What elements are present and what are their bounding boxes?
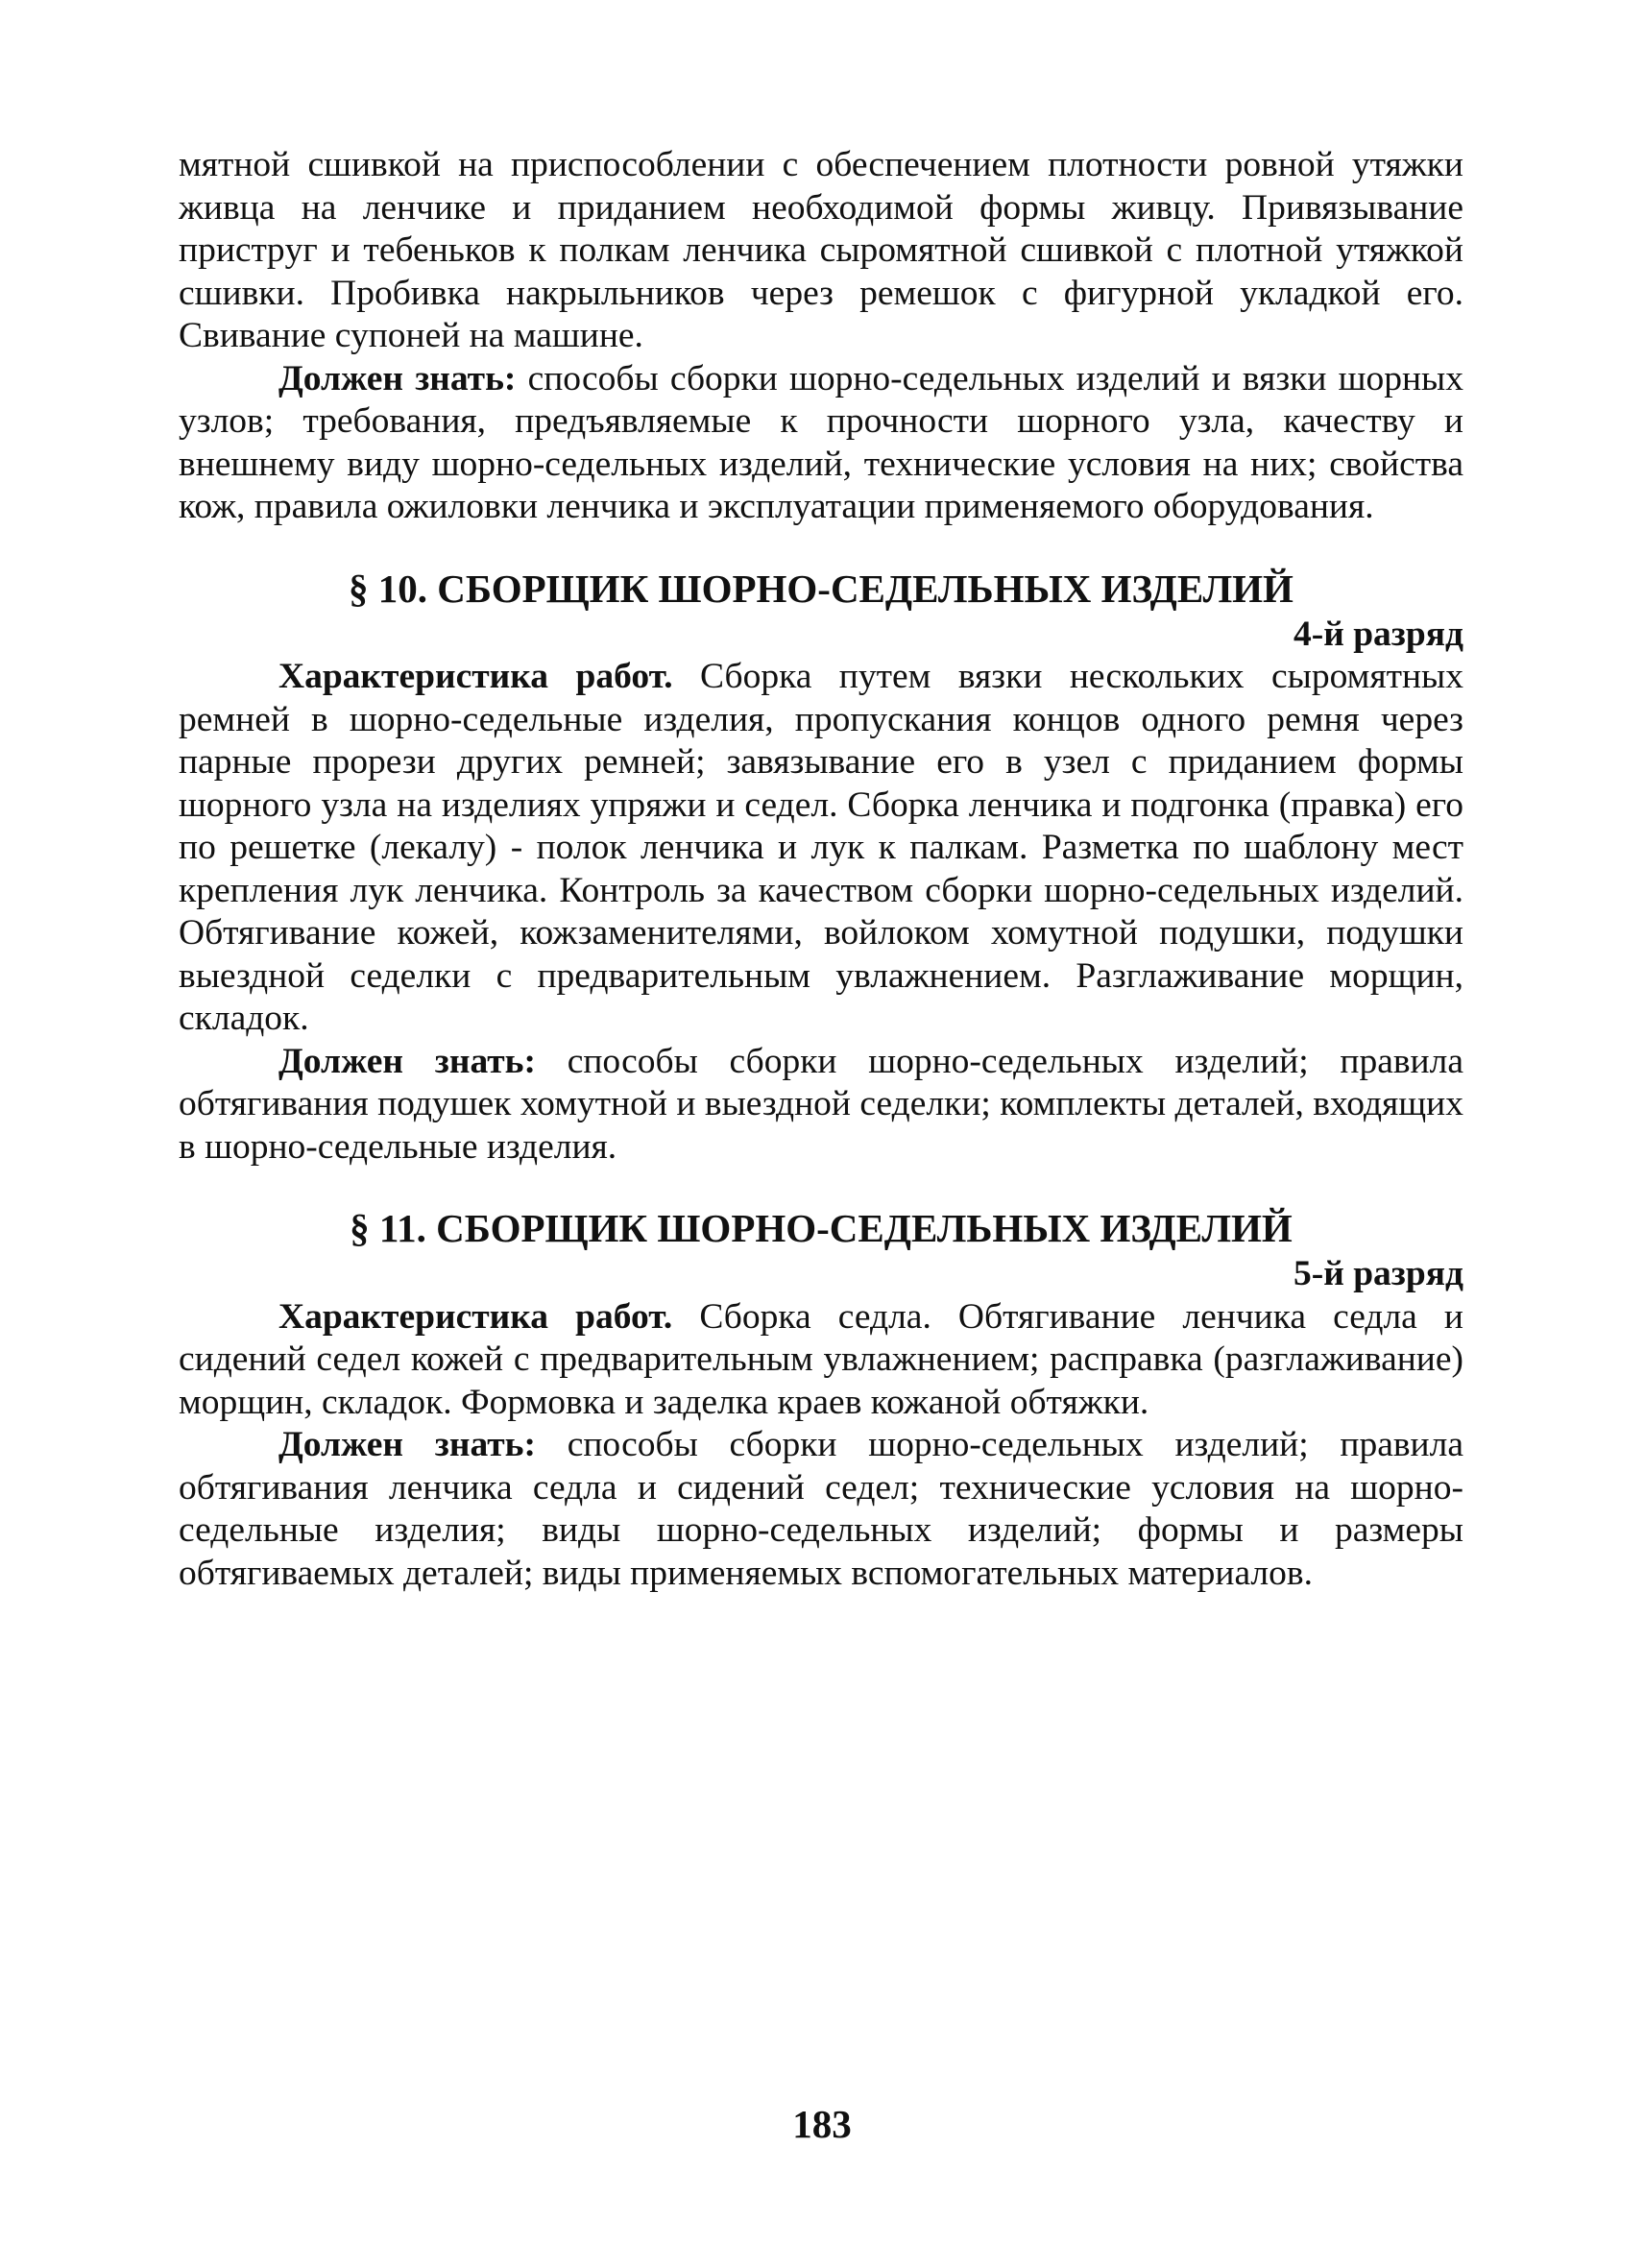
work-text: Сборка седла. Обтягивание ленчика седла и сидений седел кожей с предварительным увлажнением; расправка (разглаживание) морщин, складок. Формовка и заделка краев кожаной обтяжки. xyxy=(179,1296,1463,1422)
section-grade-11: 5-й разряд xyxy=(1293,1254,1463,1293)
continuation-knowledge-paragraph xyxy=(179,358,1463,529)
section-10-knowledge-paragraph xyxy=(179,1041,1463,1170)
page-number: 183 xyxy=(792,2102,852,2146)
continuation-text: мятной сшивкой на приспособлении с обеспечением плотности ровной утяжки живца на ленчике и приданием необходимой формы живцу. Привязывание пристpуг и тебеньков к полкам ленчика сыромятной сшивкой с плотной утяжкой сшивки. Пробивка накрыльников через ремешок с фигурной укладкой его. Свивание супоней на машине. xyxy=(179,145,1463,355)
section-title-10: § 10. СБОРЩИК ШОРНО-СЕДЕЛЬНЫХ ИЗДЕЛИЙ xyxy=(349,566,1293,611)
section-11-knowledge-paragraph xyxy=(179,1424,1463,1595)
section-11-work-paragraph xyxy=(179,1296,1463,1425)
knowledge-text: способы сборки шорно-седельных изделий; правила обтягивания ленчика седла и сидений седел; технические условия на шорно-седельные изделия; виды шорно-седельных изделий; формы и размеры обтягиваемых деталей; виды применяемых вспомогательных материалов. xyxy=(179,1425,1463,1593)
work-label: Характеристика работ. xyxy=(278,1296,673,1337)
work-label: Характеристика работ. xyxy=(278,657,673,696)
knowledge-label: Должен знать: xyxy=(278,358,517,398)
work-text: Сборка путем вязки нескольких сыромятных ремней в шорно-седельные изделия, пропускания концов одного ремня через парные прорези других ремней; завязывание его в узел с приданием формы шорного узла на изделиях упряжи и седел. Сборка ленчика и подгонка (правка) его по решетке (лекалу) - полок ленчика и лук к палкам. Разметка по шаблону мест крепления лук ленчика. Контроль за качеством сборки шорно-седельных изделий. Обтягивание кожей, кожзаменителями, войлоком хомутной подушки, подушки выездной седелки с предварительным увлажнением. Разглаживание морщин, складок. xyxy=(179,657,1463,1038)
continuation-paragraph xyxy=(179,144,1463,358)
page-body xyxy=(179,144,1463,1595)
knowledge-label: Должен знать: xyxy=(278,1041,536,1081)
section-10-work-paragraph xyxy=(179,656,1463,1041)
section-grade-10: 4-й разряд xyxy=(1293,614,1463,654)
section-title-11: § 11. СБОРЩИК ШОРНО-СЕДЕЛЬНЫХ ИЗДЕЛИЙ xyxy=(350,1206,1293,1250)
knowledge-text: способы сборки шорно-седельных изделий и вязки шорных узлов; требования, предъявляемые к прочности шорного узла, качеству и внешнему виду шорно-седельных изделий, технические условия на них; свойства кож, правила ожиловки ленчика и эксплуатации применяемого оборудования. xyxy=(179,358,1463,526)
knowledge-label: Должен знать: xyxy=(278,1425,536,1464)
knowledge-text: способы сборки шорно-седельных изделий; правила обтягивания подушек хомутной и выездной седелки; комплекты деталей, входящих в шорно-седельные изделия. xyxy=(179,1041,1463,1167)
